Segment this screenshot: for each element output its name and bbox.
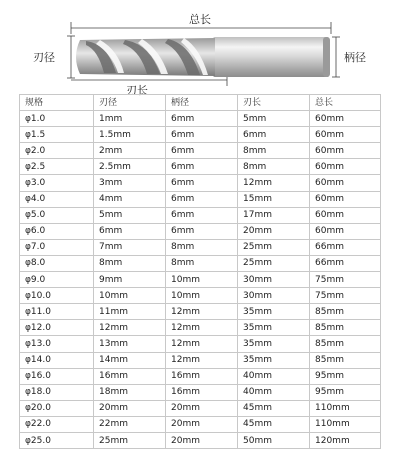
cell-total-length: 120mm xyxy=(310,432,381,448)
cell-blade-diameter: 9mm xyxy=(94,272,166,288)
cell-blade-length: 15mm xyxy=(238,191,310,207)
cell-spec: φ3.0 xyxy=(20,175,94,191)
cell-total-length: 75mm xyxy=(310,288,381,304)
cell-blade-diameter: 3mm xyxy=(94,175,166,191)
cell-blade-length: 6mm xyxy=(238,127,310,143)
cell-total-length: 85mm xyxy=(310,336,381,352)
cell-total-length: 60mm xyxy=(310,159,381,175)
cell-blade-length: 30mm xyxy=(238,288,310,304)
cell-total-length: 85mm xyxy=(310,304,381,320)
cell-blade-diameter: 10mm xyxy=(94,288,166,304)
cell-total-length: 60mm xyxy=(310,111,381,127)
cell-blade-diameter: 6mm xyxy=(94,223,166,239)
cell-blade-diameter: 22mm xyxy=(94,416,166,432)
cell-spec: φ25.0 xyxy=(20,432,94,448)
header-spec: 规格 xyxy=(20,95,94,111)
cell-blade-diameter: 12mm xyxy=(94,320,166,336)
cell-shank-diameter: 6mm xyxy=(166,111,238,127)
cell-shank-diameter: 10mm xyxy=(166,272,238,288)
cell-blade-diameter: 14mm xyxy=(94,352,166,368)
cell-shank-diameter: 20mm xyxy=(166,400,238,416)
cell-blade-diameter: 18mm xyxy=(94,384,166,400)
cell-spec: φ18.0 xyxy=(20,384,94,400)
cell-blade-diameter: 25mm xyxy=(94,432,166,448)
cell-blade-length: 30mm xyxy=(238,272,310,288)
cell-shank-diameter: 8mm xyxy=(166,239,238,255)
cell-shank-diameter: 6mm xyxy=(166,191,238,207)
cell-blade-length: 12mm xyxy=(238,175,310,191)
cell-blade-diameter: 8mm xyxy=(94,255,166,271)
cell-blade-length: 35mm xyxy=(238,352,310,368)
cell-spec: φ16.0 xyxy=(20,368,94,384)
header-total-length: 总长 xyxy=(310,95,381,111)
cell-total-length: 60mm xyxy=(310,127,381,143)
cell-blade-length: 25mm xyxy=(238,239,310,255)
cell-shank-diameter: 12mm xyxy=(166,336,238,352)
cell-blade-diameter: 2.5mm xyxy=(94,159,166,175)
cell-blade-diameter: 7mm xyxy=(94,239,166,255)
blade-diameter-label: 刃径 xyxy=(33,51,55,64)
table-row xyxy=(20,272,381,288)
cell-blade-length: 40mm xyxy=(238,384,310,400)
table-row xyxy=(20,416,381,432)
cell-blade-diameter: 2mm xyxy=(94,143,166,159)
table-row xyxy=(20,320,381,336)
cell-shank-diameter: 6mm xyxy=(166,143,238,159)
table-row xyxy=(20,352,381,368)
header-shank-diameter: 柄径 xyxy=(166,95,238,111)
cell-blade-diameter: 1mm xyxy=(94,111,166,127)
cell-spec: φ12.0 xyxy=(20,320,94,336)
table-row xyxy=(20,111,381,127)
cell-spec: φ6.0 xyxy=(20,223,94,239)
cell-spec: φ8.0 xyxy=(20,255,94,271)
cell-total-length: 60mm xyxy=(310,207,381,223)
cell-shank-diameter: 6mm xyxy=(166,207,238,223)
cell-total-length: 95mm xyxy=(310,384,381,400)
cell-blade-length: 8mm xyxy=(238,143,310,159)
cell-shank-diameter: 16mm xyxy=(166,368,238,384)
table-row xyxy=(20,288,381,304)
cell-blade-length: 5mm xyxy=(238,111,310,127)
cell-blade-diameter: 13mm xyxy=(94,336,166,352)
table-row xyxy=(20,255,381,271)
cell-spec: φ9.0 xyxy=(20,272,94,288)
header-blade-length: 刃长 xyxy=(238,95,310,111)
cell-spec: φ5.0 xyxy=(20,207,94,223)
cell-blade-length: 35mm xyxy=(238,304,310,320)
cell-blade-diameter: 16mm xyxy=(94,368,166,384)
cell-total-length: 60mm xyxy=(310,175,381,191)
shank xyxy=(213,37,329,77)
cell-total-length: 85mm xyxy=(310,320,381,336)
cell-spec: φ7.0 xyxy=(20,239,94,255)
cell-shank-diameter: 12mm xyxy=(166,352,238,368)
table-row xyxy=(20,127,381,143)
cell-spec: φ2.0 xyxy=(20,143,94,159)
cell-total-length: 110mm xyxy=(310,400,381,416)
cell-blade-length: 8mm xyxy=(238,159,310,175)
shank-diameter-label: 柄径 xyxy=(344,51,366,64)
cell-blade-length: 45mm xyxy=(238,416,310,432)
cell-spec: φ20.0 xyxy=(20,400,94,416)
cell-total-length: 75mm xyxy=(310,272,381,288)
cell-blade-length: 50mm xyxy=(238,432,310,448)
cell-blade-diameter: 1.5mm xyxy=(94,127,166,143)
table-row xyxy=(20,336,381,352)
cell-blade-diameter: 20mm xyxy=(94,400,166,416)
cell-spec: φ22.0 xyxy=(20,416,94,432)
cell-blade-diameter: 11mm xyxy=(94,304,166,320)
cell-shank-diameter: 20mm xyxy=(166,432,238,448)
table-row xyxy=(20,223,381,239)
cell-total-length: 110mm xyxy=(310,416,381,432)
cell-spec: φ10.0 xyxy=(20,288,94,304)
cell-spec: φ2.5 xyxy=(20,159,94,175)
cell-shank-diameter: 12mm xyxy=(166,304,238,320)
cell-shank-diameter: 6mm xyxy=(166,223,238,239)
cell-total-length: 66mm xyxy=(310,239,381,255)
table-row xyxy=(20,432,381,448)
table-row xyxy=(20,143,381,159)
header-blade-diameter: 刃径 xyxy=(94,95,166,111)
cell-blade-length: 45mm xyxy=(238,400,310,416)
table-header-row xyxy=(20,95,381,111)
table-row xyxy=(20,239,381,255)
cell-total-length: 95mm xyxy=(310,368,381,384)
cell-spec: φ11.0 xyxy=(20,304,94,320)
cell-blade-length: 35mm xyxy=(238,320,310,336)
cell-blade-length: 25mm xyxy=(238,255,310,271)
cell-total-length: 66mm xyxy=(310,255,381,271)
cell-blade-length: 20mm xyxy=(238,223,310,239)
cell-blade-length: 17mm xyxy=(238,207,310,223)
cell-shank-diameter: 10mm xyxy=(166,288,238,304)
table-row xyxy=(20,304,381,320)
table-row xyxy=(20,191,381,207)
spec-table xyxy=(19,94,381,449)
cell-blade-length: 35mm xyxy=(238,336,310,352)
end-mill-diagram xyxy=(0,0,400,96)
cell-shank-diameter: 6mm xyxy=(166,127,238,143)
cell-spec: φ4.0 xyxy=(20,191,94,207)
table-row xyxy=(20,384,381,400)
spec-table-body xyxy=(20,111,381,449)
cell-spec: φ1.0 xyxy=(20,111,94,127)
cell-total-length: 60mm xyxy=(310,223,381,239)
cell-total-length: 85mm xyxy=(310,352,381,368)
cell-shank-diameter: 12mm xyxy=(166,320,238,336)
cell-total-length: 60mm xyxy=(310,143,381,159)
cell-blade-diameter: 5mm xyxy=(94,207,166,223)
cell-shank-diameter: 6mm xyxy=(166,175,238,191)
cell-shank-diameter: 16mm xyxy=(166,384,238,400)
table-row xyxy=(20,368,381,384)
cell-shank-diameter: 8mm xyxy=(166,255,238,271)
cell-spec: φ14.0 xyxy=(20,352,94,368)
cell-total-length: 60mm xyxy=(310,191,381,207)
blade-length-label: 刃长 xyxy=(126,84,148,97)
cell-spec: φ1.5 xyxy=(20,127,94,143)
cell-spec: φ13.0 xyxy=(20,336,94,352)
cell-shank-diameter: 20mm xyxy=(166,416,238,432)
total-length-label: 总长 xyxy=(189,13,211,26)
table-row xyxy=(20,400,381,416)
table-row xyxy=(20,175,381,191)
table-row xyxy=(20,159,381,175)
cell-shank-diameter: 6mm xyxy=(166,159,238,175)
table-row xyxy=(20,207,381,223)
cell-blade-length: 40mm xyxy=(238,368,310,384)
cell-blade-diameter: 4mm xyxy=(94,191,166,207)
